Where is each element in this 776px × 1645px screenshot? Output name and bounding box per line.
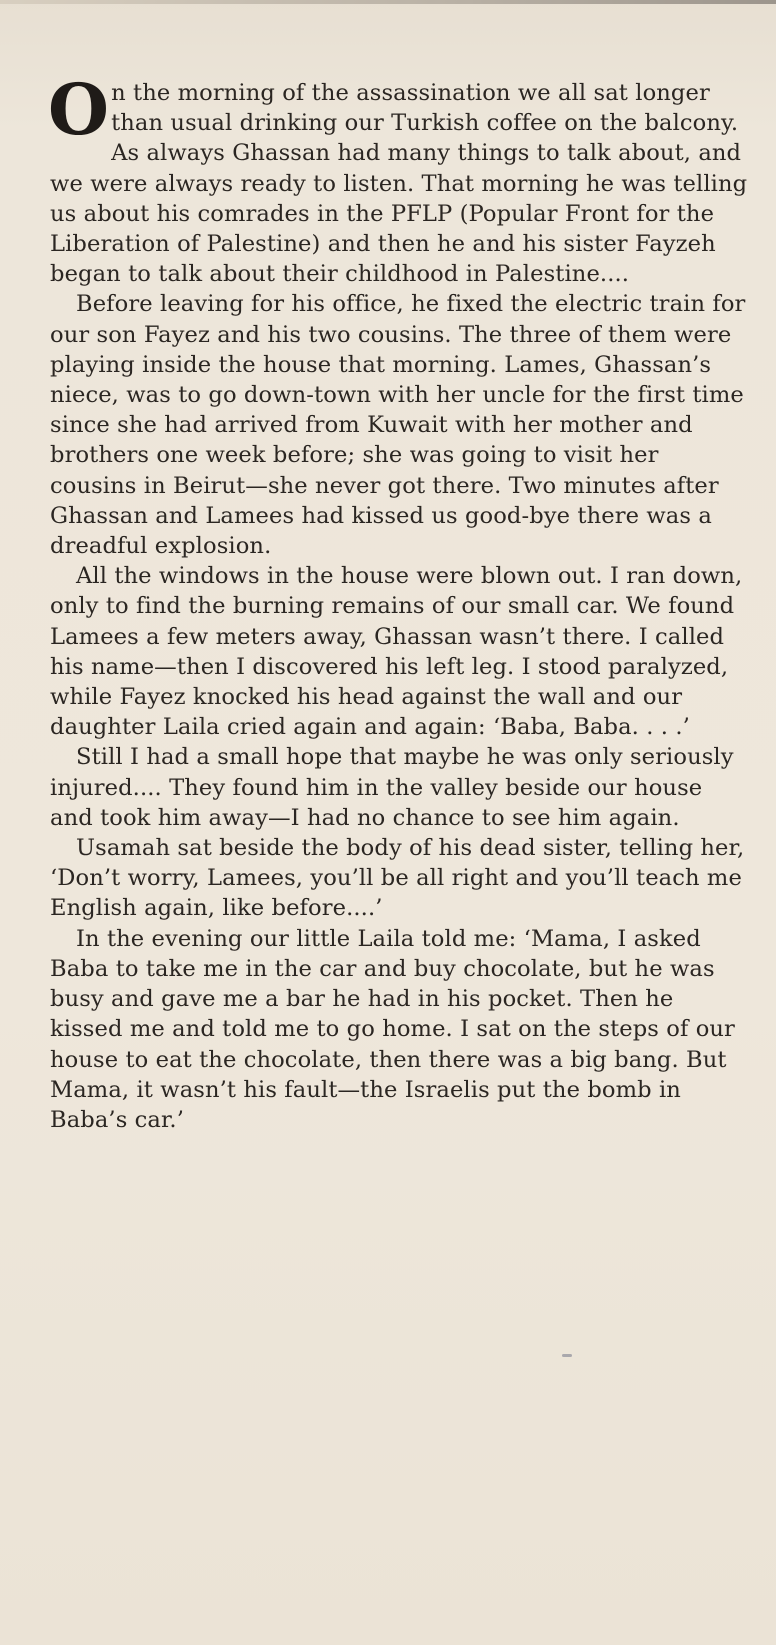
paragraph-1 (48, 68, 750, 289)
paragraph-6: In the evening our little Laila told me: ‘Mama, I asked Baba to take me in the car and buy chocolate, but he was busy and gave me a bar he had in his pocket. Then he kissed me and told me to go home. I sat on the steps of our house to eat the chocolate, then there was a big bang. But Mama, it wasn’t his fault—the Israelis put the bomb in Baba’s car.’ (50, 925, 735, 1133)
body-text (48, 68, 750, 1135)
paper-speck (562, 1354, 572, 1357)
paragraph-4: Still I had a small hope that maybe he was only seriously injured.... They found him in the valley beside our house and took him away—I had no chance to see him again. (50, 744, 734, 831)
page-top-edge (0, 0, 776, 4)
paragraph-5: Usamah sat beside the body of his dead sister, telling her, ‘Don’t worry, Lamees, you’ll be all right and you’ll teach me English again, like before....’ (50, 835, 745, 922)
paragraph-3: All the windows in the house were blown out. I ran down, only to find the burning remains of our small car. We found Lamees a few meters away, Ghassan wasn’t there. I called his name—then I discovered his left leg. I stood paralyzed, while Fayez knocked his head against the wall and our daughter Laila cried again and again: ‘Baba, Baba. . . .’ (50, 563, 743, 741)
paragraph-2: Before leaving for his office, he fixed the electric train for our son Fayez and his two cousins. The three of them were playing inside the house that morning. Lames, Ghassan’s niece, was to go down-town with her uncle for the first time since she had arrived from Kuwait with her mother and brothers one week before; she was going to visit her cousins in Beirut—she never got there. Two minutes after Ghassan and Lamees had kissed us good-bye there was a dreadful explosion. (50, 291, 746, 560)
paragraph-1-text: n the morning of the assassination we all sat longer than usual drinking our Turkish coffee on the balcony. As always Ghassan had many things to talk about, and we were always ready to listen. That morning he was telling us about his comrades in the PFLP (Popular Front for the Liberation of Palestine) and then he and his sister Fayzeh began to talk about their childhood in Palestine.... (50, 80, 748, 288)
drop-cap: O (48, 68, 110, 151)
